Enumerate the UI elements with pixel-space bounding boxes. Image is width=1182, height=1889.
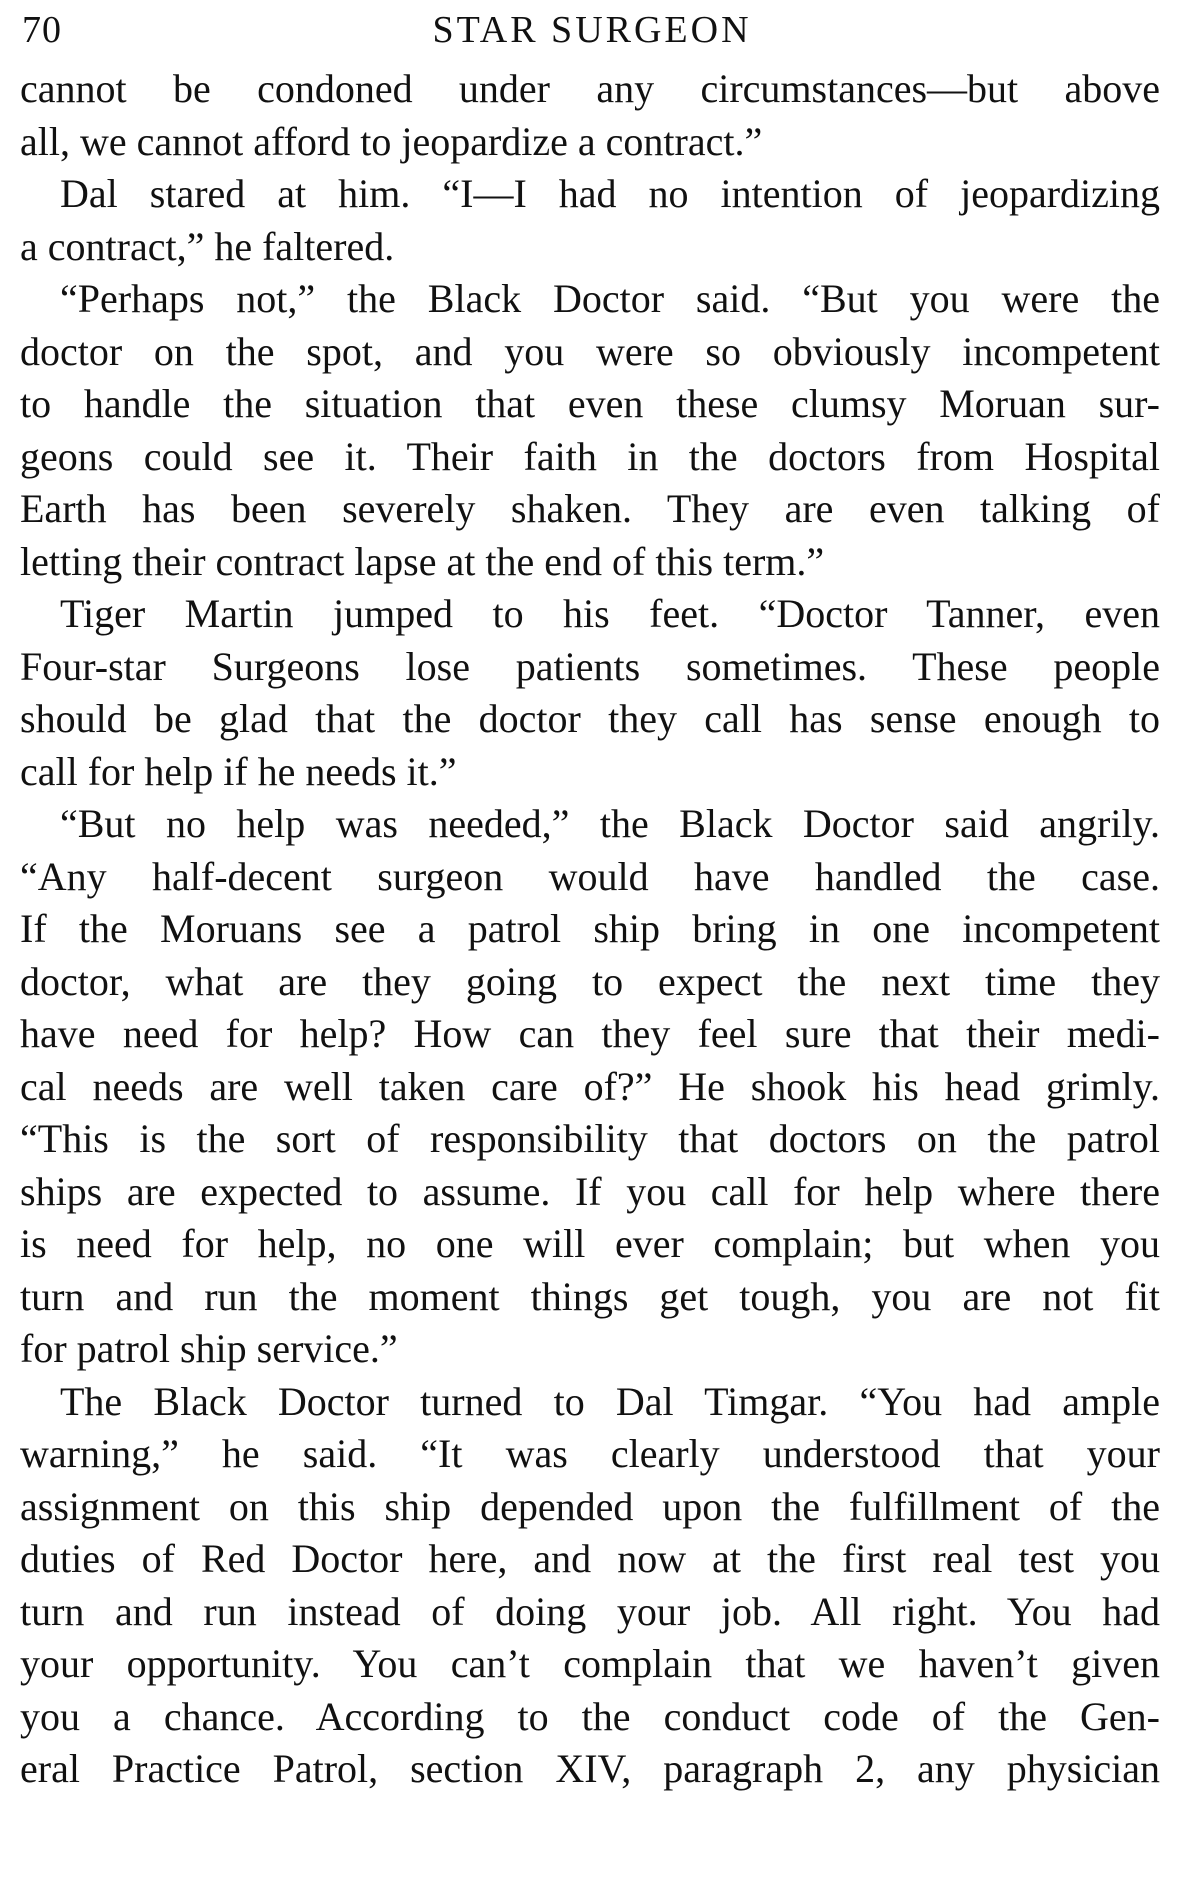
text-line: eral Practice Patrol, section XIV, paragraph 2, any physician	[20, 1746, 1160, 1791]
text-line: cal needs are well taken care of?” He shook his head grimly.	[20, 1063, 1160, 1109]
text-line: have need for help? How can they feel sure that their medi-	[20, 1011, 1160, 1056]
page-header	[22, 4, 1162, 56]
text-line: cannot be condoned under any circumstances—but above	[20, 66, 1160, 111]
text-line: geons could see it. Their faith in the doctors from Hospital	[20, 433, 1160, 479]
text-line: doctor, what are they going to expect the next time they	[20, 958, 1160, 1004]
text-line: duties of Red Doctor here, and now at the first real test you	[20, 1536, 1160, 1581]
text-line: turn and run instead of doing your job. All right. You had	[20, 1588, 1160, 1634]
page-number: 70	[22, 9, 62, 51]
text-line: a contract,” he faltered.	[20, 223, 395, 269]
text-line: for patrol ship service.”	[20, 1326, 398, 1371]
running-title: STAR SURGEON	[432, 9, 752, 51]
text-line: letting their contract lapse at the end of this term.”	[20, 538, 825, 584]
text-line: Four-star Surgeons lose patients sometimes. These people	[20, 643, 1160, 689]
text-line: should be glad that the doctor they call has sense enough to	[20, 696, 1160, 741]
text-line: Tiger Martin jumped to his feet. “Doctor Tanner, even	[60, 591, 1160, 636]
text-line: turn and run the moment things get tough, you are not fit	[20, 1273, 1160, 1319]
body-text	[20, 63, 1160, 1796]
text-line: “But no help was needed,” the Black Doctor said angrily.	[60, 801, 1160, 846]
text-line: Earth has been severely shaken. They are even talking of	[20, 486, 1160, 531]
text-line: you a chance. According to the conduct code of the Gen-	[20, 1693, 1160, 1739]
text-line: “Perhaps not,” the Black Doctor said. “But you were the	[60, 276, 1160, 321]
text-line: The Black Doctor turned to Dal Timgar. “You had ample	[60, 1378, 1160, 1424]
text-line: doctor on the spot, and you were so obviously incompetent	[20, 328, 1160, 374]
text-line: “This is the sort of responsibility that doctors on the patrol	[20, 1116, 1160, 1161]
text-line: to handle the situation that even these clumsy Moruan sur-	[20, 381, 1160, 426]
text-line: warning,” he said. “It was clearly understood that your	[20, 1431, 1160, 1476]
text-line: all, we cannot afford to jeopardize a contract.”	[20, 118, 763, 164]
text-line: “Any half-decent surgeon would have handled the case.	[20, 853, 1160, 899]
text-line: ships are expected to assume. If you call for help where there	[20, 1168, 1160, 1214]
text-line: Dal stared at him. “I—I had no intention of jeopardizing	[60, 171, 1160, 216]
text-line: call for help if he needs it.”	[20, 748, 457, 794]
text-line: is need for help, no one will ever complain; but when you	[20, 1221, 1160, 1266]
text-line: If the Moruans see a patrol ship bring in one incompetent	[20, 906, 1160, 951]
text-line: assignment on this ship depended upon the fulfillment of the	[20, 1483, 1160, 1529]
text-line: your opportunity. You can’t complain that we haven’t given	[20, 1641, 1160, 1686]
